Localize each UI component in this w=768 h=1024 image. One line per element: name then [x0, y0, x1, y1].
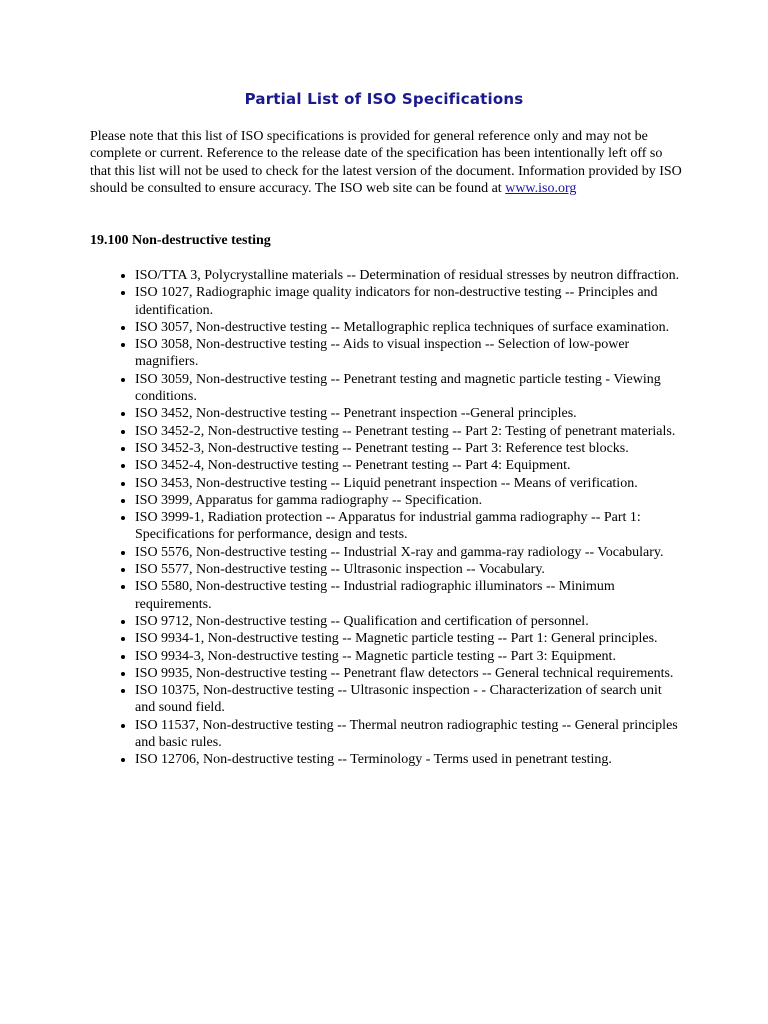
- list-item: • ISO 3453, Non-destructive testing -- Liquid penetrant inspection -- Means of verification.: [135, 475, 682, 492]
- intro-text: Please note that this list of ISO specifications is provided for general reference only and may not be complete or current. Reference to the release date of the specification has been intentionally left off so that this list will not be used to check for the latest version of the document. Information provided by ISO should be consulted to ensure accuracy. The ISO web site can be found at: [90, 129, 682, 196]
- spec-list: [90, 267, 682, 769]
- list-item: • ISO 10375, Non-destructive testing -- Ultrasonic inspection - - Characterization of search unit and sound field.: [135, 682, 682, 717]
- list-item: • ISO 3452-2, Non-destructive testing -- Penetrant testing -- Part 2: Testing of penetrant materials.: [135, 423, 682, 440]
- iso-website-link[interactable]: www.iso.org: [505, 180, 577, 196]
- list-item: • ISO 3057, Non-destructive testing -- Metallographic replica techniques of surface examination.: [135, 319, 682, 336]
- list-item: • ISO 11537, Non-destructive testing -- Thermal neutron radiographic testing -- General principles and basic rules.: [135, 717, 682, 752]
- list-item: • ISO 12706, Non-destructive testing -- Terminology - Terms used in penetrant testing.: [135, 751, 682, 768]
- list-item: • ISO/TTA 3, Polycrystalline materials -- Determination of residual stresses by neutron diffraction.: [135, 267, 682, 284]
- section-heading: 19.100 Non-destructive testing: [90, 233, 271, 248]
- list-item: • ISO 9935, Non-destructive testing -- Penetrant flaw detectors -- General technical requirements.: [135, 665, 682, 682]
- list-item: • ISO 3452, Non-destructive testing -- Penetrant inspection --General principles.: [135, 405, 682, 422]
- list-item: • ISO 3999-1, Radiation protection -- Apparatus for industrial gamma radiography -- Part 1: Specifications for performance, design and tests.: [135, 509, 682, 544]
- list-item: • ISO 3452-4, Non-destructive testing -- Penetrant testing -- Part 4: Equipment.: [135, 457, 682, 474]
- list-item: • ISO 5577, Non-destructive testing -- Ultrasonic inspection -- Vocabulary.: [135, 561, 682, 578]
- list-item: • ISO 3999, Apparatus for gamma radiography -- Specification.: [135, 492, 682, 509]
- list-item: • ISO 3058, Non-destructive testing -- Aids to visual inspection -- Selection of low-power magnifiers.: [135, 336, 682, 371]
- intro-paragraph: [90, 128, 682, 197]
- list-item: • ISO 5580, Non-destructive testing -- Industrial radiographic illuminators -- Minimum requirements.: [135, 578, 682, 613]
- page-title: Partial List of ISO Specifications: [244, 90, 524, 108]
- list-item: • ISO 5576, Non-destructive testing -- Industrial X-ray and gamma-ray radiology -- Vocabulary.: [135, 544, 682, 561]
- list-item: • ISO 9934-3, Non-destructive testing -- Magnetic particle testing -- Part 3: Equipment.: [135, 648, 682, 665]
- list-item: • ISO 3452-3, Non-destructive testing -- Penetrant testing -- Part 3: Reference test blocks.: [135, 440, 682, 457]
- list-item: • ISO 3059, Non-destructive testing -- Penetrant testing and magnetic particle testing - Viewing conditions.: [135, 371, 682, 406]
- list-item: • ISO 9934-1, Non-destructive testing -- Magnetic particle testing -- Part 1: General principles.: [135, 630, 682, 647]
- list-item: • ISO 1027, Radiographic image quality indicators for non-destructive testing -- Principles and identification.: [135, 284, 682, 319]
- list-item: • ISO 9712, Non-destructive testing -- Qualification and certification of personnel.: [135, 613, 682, 630]
